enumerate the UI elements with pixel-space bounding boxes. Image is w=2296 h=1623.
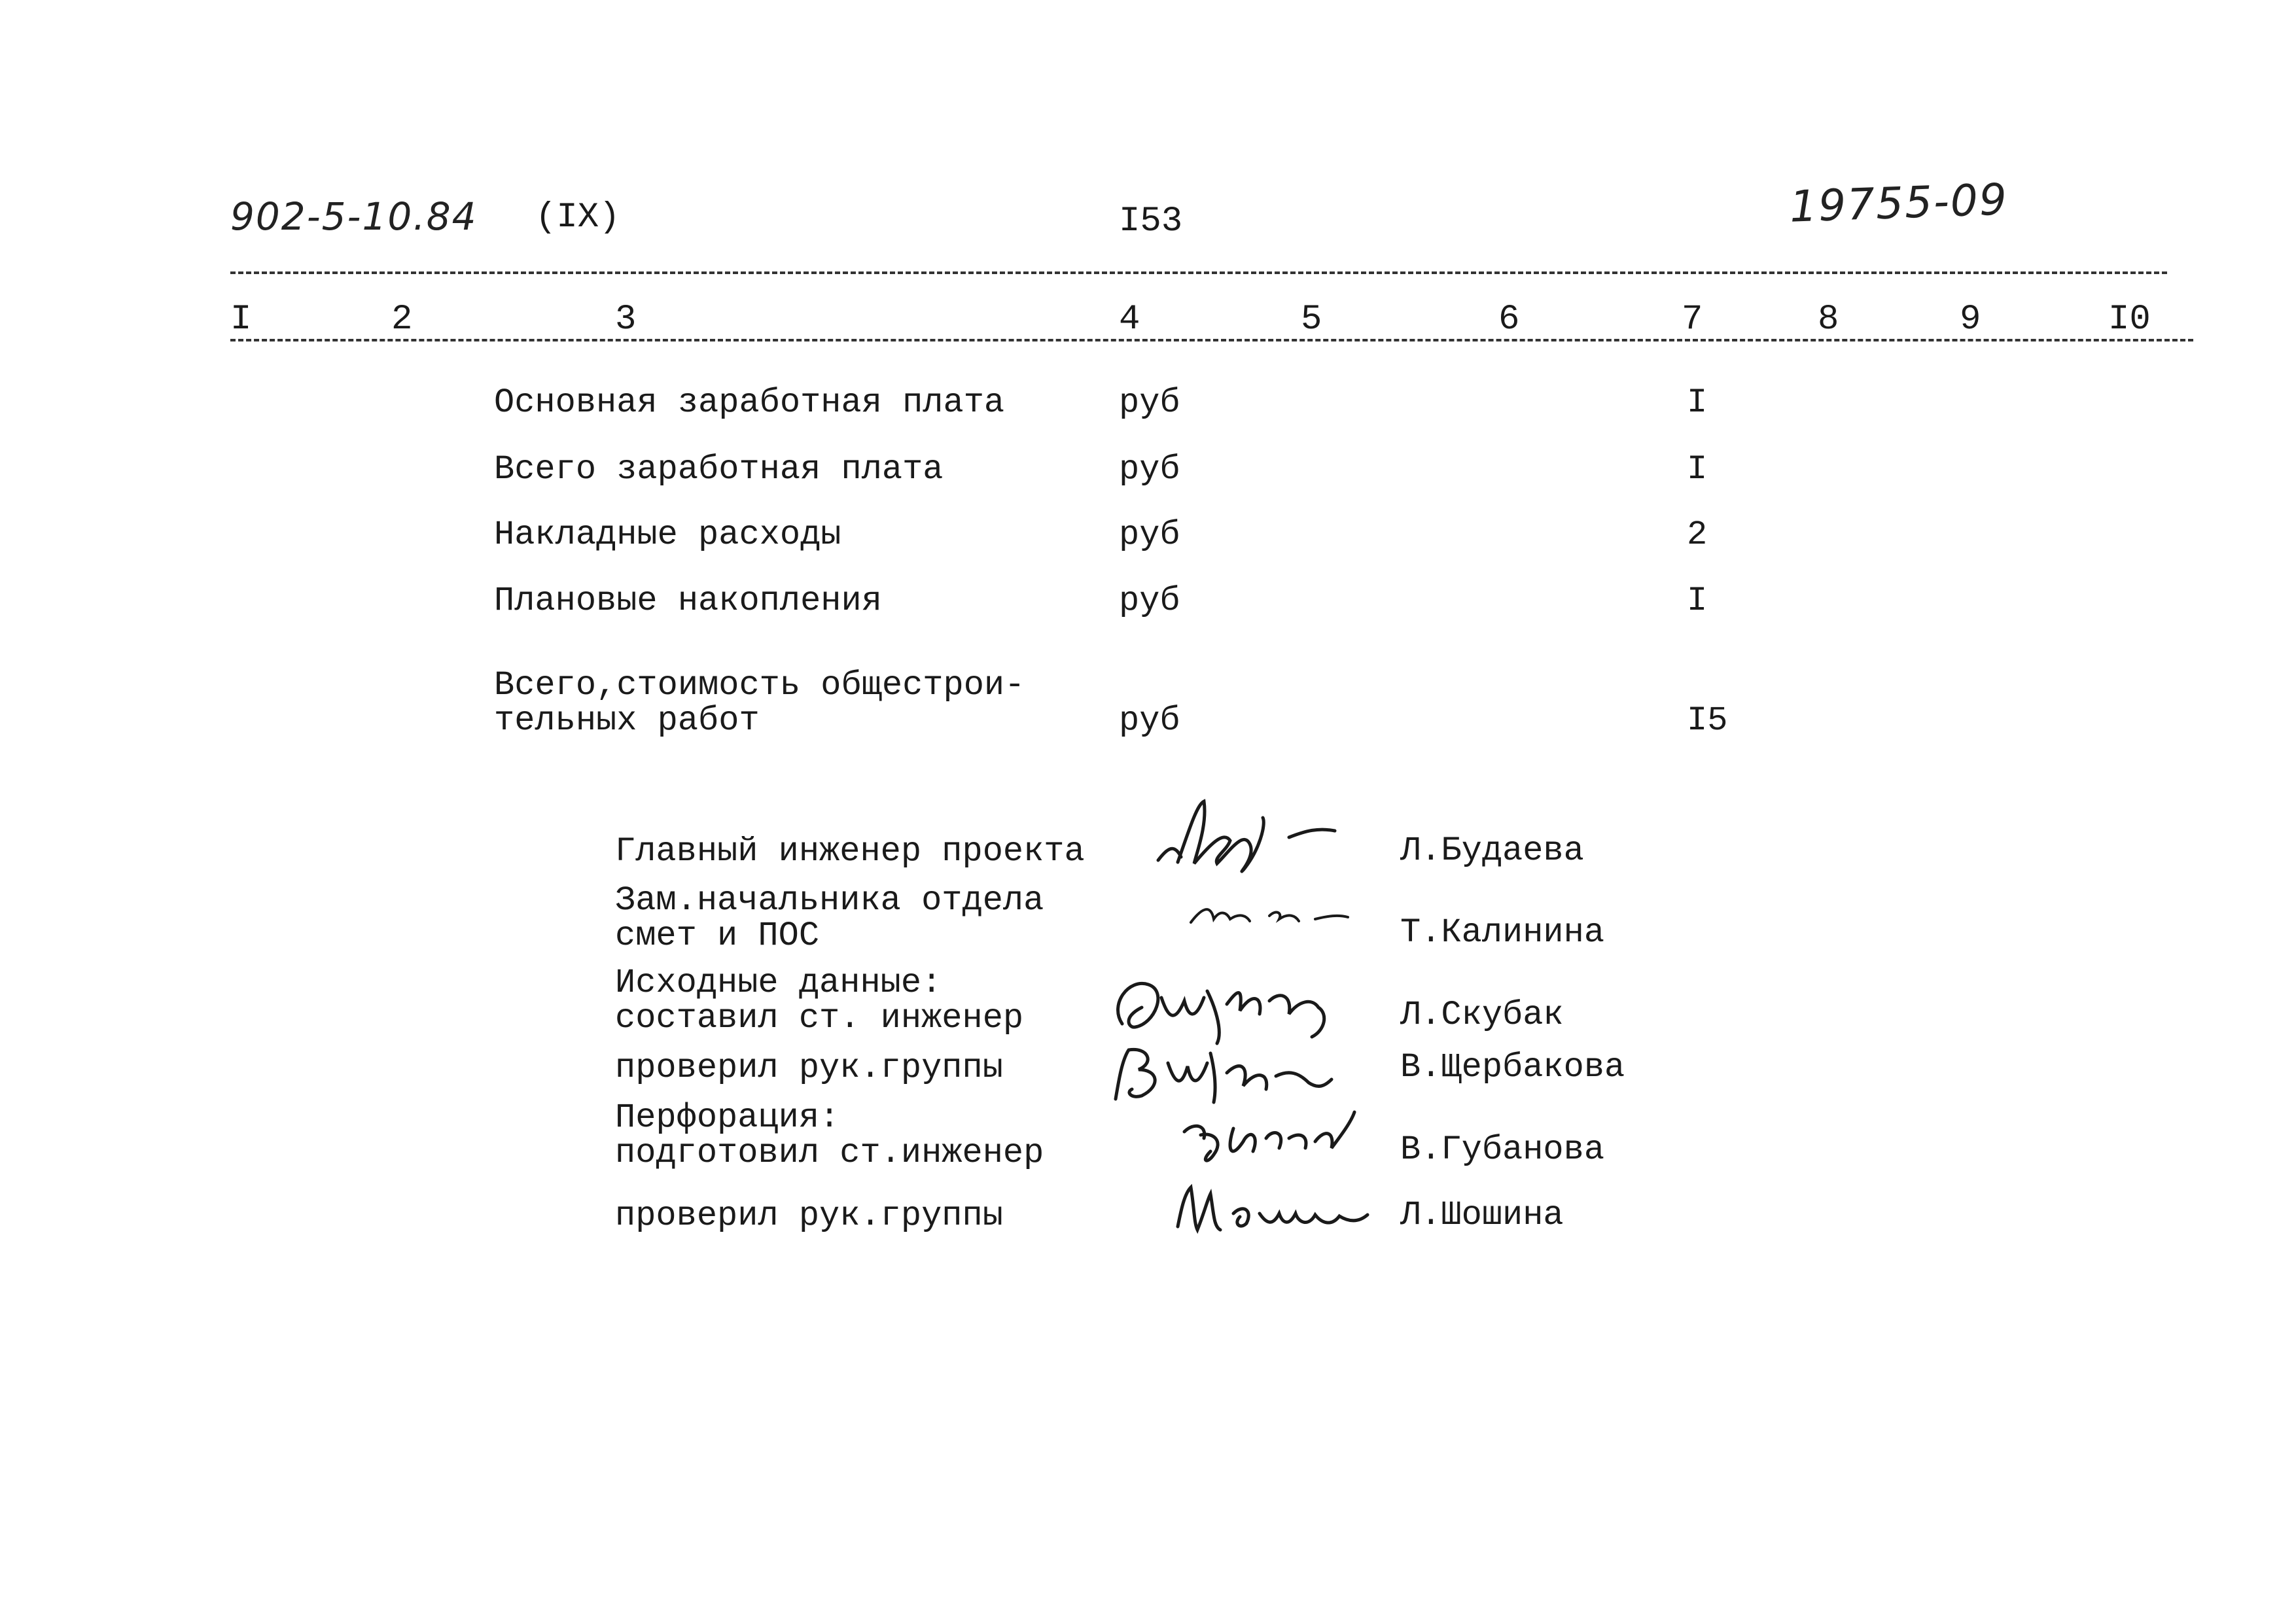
signatory-role-continuation: составил ст. инженер [615,999,1024,1038]
signatory-name: Л.Скубак [1400,996,1564,1034]
row-unit: руб [1119,701,1180,740]
row-label: Всего заработная плата [494,450,944,489]
signatory-role: проверил рук.группы [615,1196,1003,1235]
signatory-name: В.Губанова [1400,1130,1605,1169]
row-label: Основная заработная плата [494,383,1005,422]
row-label: Всего,стоимость общестрои- [494,666,1025,705]
signatory-name: Л.Будаева [1400,831,1584,870]
signatory-role-continuation: смет и ПОС [615,916,820,955]
column-number: 3 [615,300,637,340]
signature-mark [1184,890,1354,942]
row-label: Накладные расходы [494,515,841,554]
signature-mark [1103,1034,1351,1112]
signature-mark [1174,1102,1371,1174]
column-number: 5 [1301,300,1322,340]
table-header-rule [230,339,2193,341]
row-label-continuation: тельных работ [494,701,760,740]
row-value: I [1687,383,1708,422]
row-unit: руб [1119,450,1180,489]
row-value: I5 [1687,701,1728,740]
signatory-name: Т.Калинина [1400,913,1605,952]
signature-mark [1152,785,1348,883]
column-number: 7 [1682,300,1703,340]
signatory-role-continuation: подготовил ст.инженер [615,1134,1044,1172]
column-number: 8 [1818,300,1839,340]
row-unit: руб [1119,383,1180,422]
row-value: I [1687,450,1708,489]
column-number: 9 [1960,300,1981,340]
signatory-name: Л.Шошина [1400,1196,1564,1234]
row-unit: руб [1119,582,1180,620]
signatory-role: Исходные данные: [615,964,942,1002]
row-label: Плановые накопления [494,582,882,620]
signatory-role: Зам.начальника отдела [615,881,1044,920]
column-number: I [230,300,252,340]
page-number: I53 [1119,201,1183,241]
signatory-role: Перфорация: [615,1098,840,1137]
signatory-name: В.Щербакова [1400,1048,1625,1087]
column-number: 2 [391,300,413,340]
signatory-role: Главный инженер проекта [615,832,1085,871]
archive-number: 19755-09 [1788,174,2009,232]
doc-part: (IX) [535,198,620,237]
column-number: I0 [2108,300,2151,340]
signature-mark [1168,1174,1377,1240]
column-number: 4 [1119,300,1140,340]
row-value: 2 [1687,515,1708,554]
doc-code: 902-5-10.84 [230,194,478,239]
row-unit: руб [1119,515,1180,554]
signatory-role: проверил рук.группы [615,1049,1003,1087]
table-top-rule [230,271,2167,274]
row-value: I [1687,582,1708,620]
column-number: 6 [1498,300,1520,340]
